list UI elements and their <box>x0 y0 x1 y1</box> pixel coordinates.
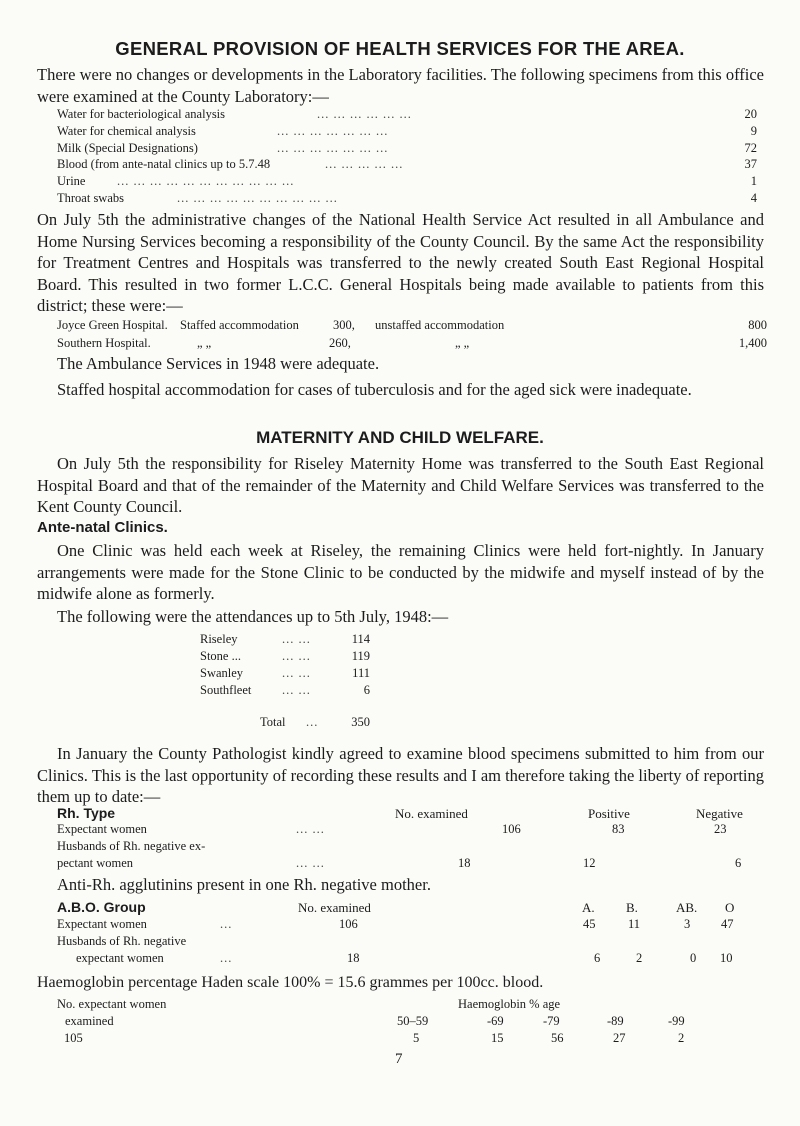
nhs-act-paragraph: On July 5th the administrative changes of the National Health Service Act resulted in all Ambulance and Home Nursing Services becoming a responsibility of the County Council. By the same Act the responsibility for Treatment Centres and Hospitals was transferred to the newly created South East Regional Hospital Board. This resulted in two former L.C.C. General Hospitals being made available to patients from this district; these were:— <box>37 210 764 316</box>
staffed-accommodation-paragraph: Staffed hospital accommodation for cases of tuberculosis and for the aged sick were inadequate. <box>57 380 692 399</box>
table-row: Water for bacteriological analysis ... ... ... ... ... ... 20 <box>57 107 757 121</box>
table-row: Joyce Green Hospital. Staffed accommodation 300, unstaffed accommodation 800 <box>57 318 767 332</box>
attendances-intro: The following were the attendances up to 5th July, 1948:— <box>57 607 449 626</box>
antenatal-heading: Ante-natal Clinics. <box>37 519 168 536</box>
haemoglobin-line: Haemoglobin percentage Haden scale 100% = 15.6 grammes per 100cc. blood. <box>37 974 544 991</box>
table-row: Urine ... ... ... ... ... ... ... ... ... ... ... 1 <box>57 174 757 188</box>
pathologist-paragraph: In January the County Pathologist kindly agreed to examine blood specimens submitted to him from our Clinics. This is the last opportunity of recording these results and I am therefore taking the liberty of reporting them up to date:— <box>37 744 764 807</box>
page-title: GENERAL PROVISION OF HEALTH SERVICES FOR THE AREA. <box>115 38 685 59</box>
document-page: GENERAL PROVISION OF HEALTH SERVICES FOR THE AREA. There were no changes or developments in the Laboratory facilities. The following specimens from this office were examined at the County Laboratory:— Water for bacteriological analysis ... ... ... ... ... ... 20 Water for chemical analysis ... ... ... ... ... ... ... 9 Milk (Special Designations) ... ... ... ... ... ... ... 72 Blood (from ante-natal clinics up to 5.7.48 ... ... ... ... ... 37 Urine ... ... ... ... ... ... ... ... ... ... ... 1 Throat swabs ... ... ... ... ... ... ... ... ... ... 4 On July 5th the administrative changes of the National Health Service Act resulted in all Ambulance and Home Nursing Services becoming a responsibility of the County Council. By the same Act the responsibility for Treatment Centres and Hospitals was transferred to the newly created South East Regional Hospital Board. This resulted in two former L.C.C. General Hospitals being made available to patients from this district; these were:— Joyce Green Hospital. Staffed accommodation 300, unstaffed accommodation 800 Southern Hospital. „ „ 260, „ „ 1,400 The Ambulance Services in 1948 were adequate. Staffed hospital accommodation for cases of tuberculosis and for the aged sick were inadequate. MATERNITY AND CHILD WELFARE. On July 5th the responsibility for Riseley Maternity Home was transferred to the South East Regional Hospital Board and that of the remainder of the Maternity and Child Welfare Services was transferred to the Kent County Council. Ante-natal Clinics. One Clinic was held each week at Riseley, the remaining Clinics were held fort-nightly. In January arrangements were made for the Stone Clinic to be conducted by the midwife and myself instead of by the midwife alone as formerly. The following were the attendances up to 5th July, 1948:— Riseley ... ... 114 Stone ... ... ... 119 Swanley ... ... 111 Southfleet ... ... 6 Total ... 350 In January the County Pathologist kindly agreed to examine blood specimens submitted to him from our Clinics. This is the last opportunity of recording these results and I am therefore taking the liberty of reporting them up to date:— Rh. Type No. examined Positive Negative Expectant women ... ... 106 83 23 Husbands of Rh. negative ex- pectant women ... ... 18 12 6 Anti-Rh. agglutinins present in one Rh. negative mother. A.B.O. Group No. examined A. B. AB. O Expectant women ... 106 45 11 3 47 Husbands of Rh. negative expectant women ... 18 6 2 0 10 Haemoglobin percentage Haden scale 100% = 15.6 grammes per 100cc. blood. No. expectant women Haemoglobin % age examined 50–59 -69 -79 -89 -99 105 5 15 56 27 2 7 <box>0 0 800 1126</box>
table-row: Milk (Special Designations) ... ... ... ... ... ... ... 72 <box>57 141 757 155</box>
antenatal-paragraph: One Clinic was held each week at Riseley, the remaining Clinics were held fort-nightly. In January arrangements were made for the Stone Clinic to be conducted by the midwife and myself instead of by the midwife alone as formerly. <box>37 541 764 604</box>
lab-intro-paragraph: There were no changes or developments in the Laboratory facilities. The following specimens from this office were examined at the County Laboratory:— <box>37 65 764 106</box>
page-number: 7 <box>395 1051 403 1067</box>
table-row: Southern Hospital. „ „ 260, „ „ 1,400 <box>57 336 767 350</box>
abo-heading: A.B.O. Group <box>57 899 146 915</box>
table-row: Blood (from ante-natal clinics up to 5.7.48 ... ... ... ... ... 37 <box>57 157 757 171</box>
table-row: Swanley ... ... 111 <box>200 666 370 680</box>
maternity-paragraph: On July 5th the responsibility for Riseley Maternity Home was transferred to the South East Regional Hospital Board and that of the remainder of the Maternity and Child Welfare Services was transferred to the Kent County Council. <box>37 454 764 517</box>
table-row: Riseley ... ... 114 <box>200 632 370 646</box>
table-row: Stone ... ... ... 119 <box>200 649 370 663</box>
table-row: Water for chemical analysis ... ... ... ... ... ... ... 9 <box>57 124 757 138</box>
table-row: Southfleet ... ... 6 <box>200 683 370 697</box>
total-row: Total ... 350 <box>260 715 370 729</box>
maternity-heading: MATERNITY AND CHILD WELFARE. <box>256 428 544 447</box>
rh-heading: Rh. Type <box>57 805 116 821</box>
table-row: Throat swabs ... ... ... ... ... ... ... ... ... ... 4 <box>57 191 757 205</box>
ambulance-paragraph: The Ambulance Services in 1948 were adequate. <box>57 354 380 373</box>
anti-rh-paragraph: Anti-Rh. agglutinins present in one Rh. negative mother. <box>57 875 431 894</box>
